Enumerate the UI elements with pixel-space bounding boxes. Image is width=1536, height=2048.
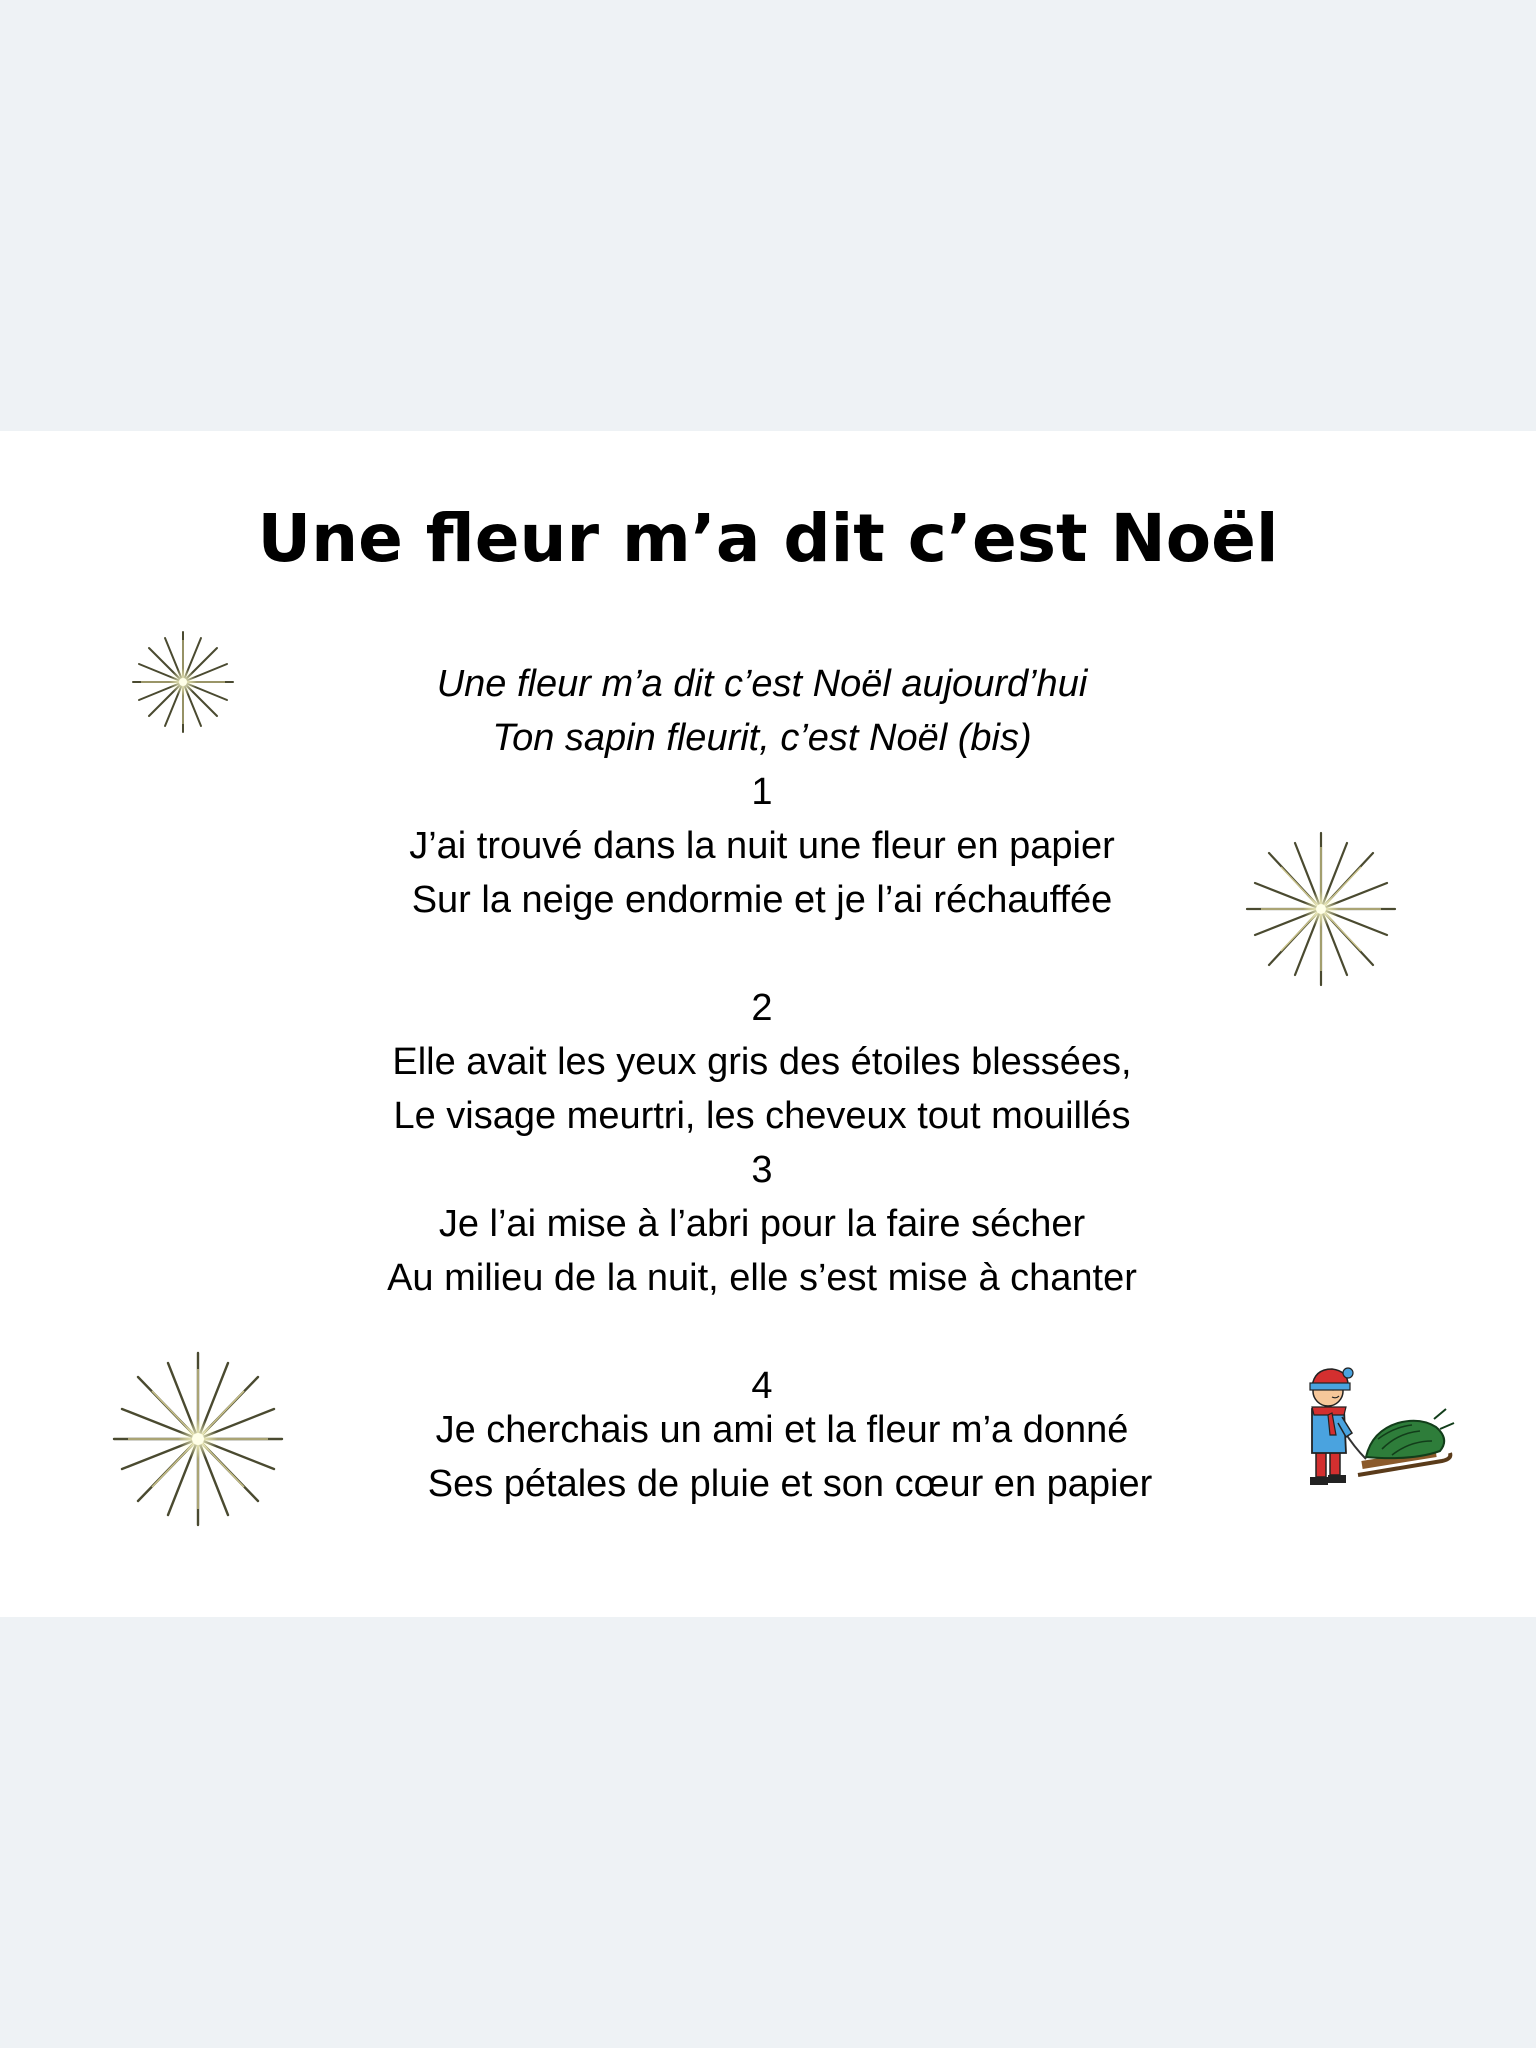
verse-line: Elle avait les yeux gris des étoiles blessées, — [392, 1041, 1132, 1083]
verse-number: 1 — [751, 771, 773, 813]
verse-line: J’ai trouvé dans la nuit une fleur en papier — [409, 825, 1115, 867]
verse-number: 4 — [751, 1365, 773, 1407]
verse-line: Ses pétales de pluie et son cœur en papier — [427, 1463, 1153, 1505]
verse-line: Je l’ai mise à l’abri pour la faire sécher — [438, 1203, 1086, 1245]
verse-number: 3 — [751, 1149, 773, 1191]
star-icon — [1244, 829, 1398, 989]
verse-line: Je cherchais un ami et la fleur m’a donné — [435, 1409, 1129, 1451]
verse-line: Sur la neige endormie et je l’ai réchauffée — [411, 879, 1113, 921]
star-icon — [130, 629, 236, 735]
verse-number: 2 — [751, 987, 773, 1029]
child-pulling-sled-with-tree-icon — [1302, 1361, 1462, 1491]
song-slide — [0, 431, 1536, 1617]
refrain-line: Ton sapin fleurit, c’est Noël (bis) — [492, 717, 1032, 759]
star-icon — [110, 1349, 286, 1529]
verse-line: Au milieu de la nuit, elle s’est mise à chanter — [387, 1257, 1137, 1299]
verse-line: Le visage meurtri, les cheveux tout mouillés — [393, 1095, 1131, 1137]
refrain-line: Une fleur m’a dit c’est Noël aujourd’hui — [436, 663, 1088, 705]
song-title: Une fleur m’a dit c’est Noël — [257, 500, 1279, 577]
